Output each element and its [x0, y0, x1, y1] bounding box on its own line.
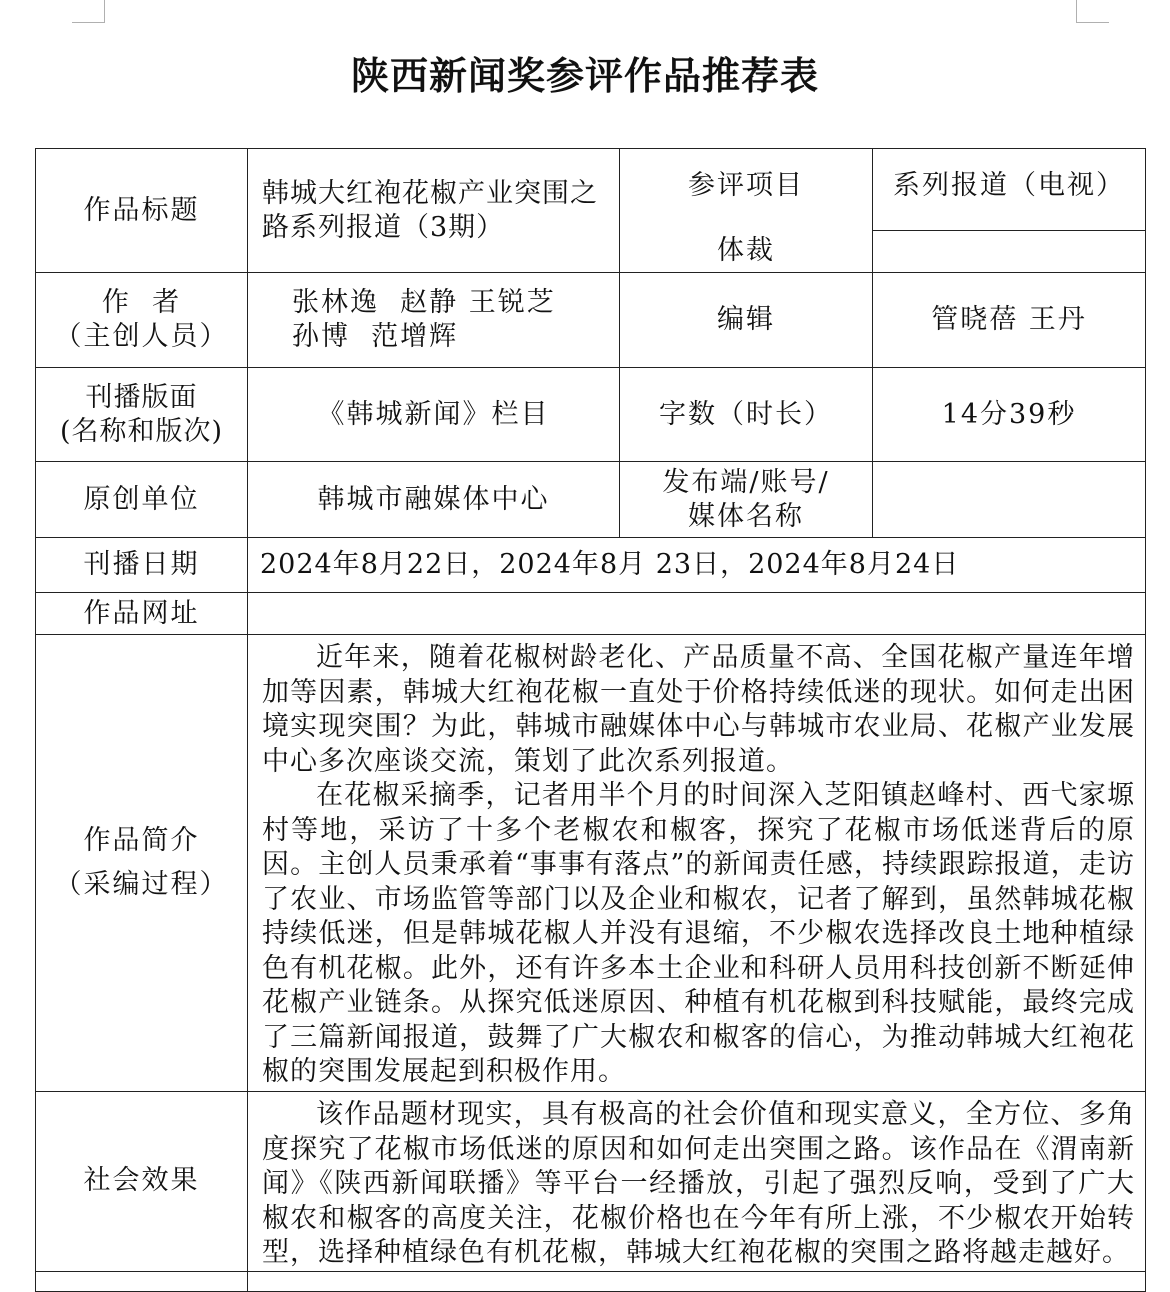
layout-sublabel: (名称和版次): [59, 415, 224, 447]
effect-text-cell: [248, 1092, 1146, 1272]
intro-label: 作品简介: [83, 825, 200, 856]
intro-text-cell: [248, 635, 1146, 1092]
publisher-label: 发布端/账号/: [662, 466, 830, 498]
date-label: 刊播日期: [83, 549, 200, 580]
intro-paragraph-1: 近年来，随着花椒树龄老化、产品质量不高、全国花椒产量连年增加等因素，韩城大红袍花椒一直处于价格持续低迷的现状。如何走出困境实现突围？为此，韩城市融媒体中心与韩城市农业局、花椒产业发展中心多次座谈交流，策划了此次系列报道。: [262, 642, 1135, 777]
url-label: 作品网址: [83, 597, 200, 629]
genre-label-cell: [620, 231, 873, 273]
author-line-1: 张林逸 赵静 王锐芝: [292, 287, 556, 318]
unit-label-cell: [36, 462, 248, 538]
category-value-cell: [873, 149, 1146, 231]
page-title: 陕西新闻奖参评作品推荐表: [350, 54, 819, 98]
url-label-cell: [36, 593, 248, 635]
intro-paragraph-2: 在花椒采摘季，记者用半个月的时间深入芝阳镇赵峰村、西弋家塬村等地，采访了十多个老椒农和椒客，探究了花椒市场低迷背后的原因。主创人员秉承着“事事有落点”的新闻责任感，持续跟踪报道，走访了农业、市场监管等部门以及企业和椒农，记者了解到，虽然韩城花椒持续低迷，但是韩城花椒人并没有退缩，不少椒农选择改良土地种植绿色有机花椒。此外，还有许多本土企业和科研人员用科技创新不断延伸花椒产业链条。从探究低迷原因、种植有机花椒到科技赋能，最终完成了三篇新闻报道，鼓舞了广大椒农和椒客的信心，为推动韩城大红袍花椒的突围发展起到积极作用。: [262, 780, 1135, 1087]
recommendation-form-table: [35, 148, 1146, 1292]
editor-value: 管晓蓓 王丹: [931, 304, 1087, 335]
publisher-label-cell: [620, 462, 873, 538]
title-value: 韩城大红袍花椒产业突围之路系列报道（3期）: [262, 177, 598, 243]
page-corner-mark-right: [1076, 0, 1109, 23]
page-corner-mark-left: [72, 0, 105, 23]
author-line-2: 孙博 范增辉: [292, 321, 459, 352]
title-label: 作品标题: [83, 194, 200, 226]
date-value: 2024年8月22日，2024年8月 23日，2024年8月24日: [260, 549, 960, 580]
genre-value-cell: [873, 231, 1146, 273]
layout-label: 刊播版面: [85, 381, 198, 413]
effect-label-cell: [36, 1092, 248, 1272]
next-row-value-cell: [248, 1271, 1146, 1291]
author-sublabel: （主创人员）: [54, 321, 229, 352]
duration-value-cell: [873, 368, 1146, 462]
publisher-value-cell: [873, 462, 1146, 538]
url-value-cell: [248, 593, 1146, 635]
title-label-cell: [36, 149, 248, 273]
date-value-cell: [248, 538, 1146, 593]
layout-label-cell: [36, 368, 248, 462]
date-label-cell: [36, 538, 248, 593]
intro-label-cell: [36, 635, 248, 1092]
editor-label: 编辑: [717, 304, 775, 335]
author-label-cell: [36, 273, 248, 368]
category-value: 系列报道（电视）: [893, 170, 1125, 201]
category-label: 参评项目: [688, 170, 804, 201]
unit-label: 原创单位: [83, 483, 200, 515]
intro-sublabel: （采编过程）: [54, 869, 229, 900]
title-value-cell: [248, 149, 620, 273]
genre-label: 体裁: [717, 235, 775, 267]
publisher-sublabel: 媒体名称: [688, 500, 804, 532]
effect-paragraph: 该作品题材现实，具有极高的社会价值和现实意义，全方位、多角度探究了花椒市场低迷的原因和如何走出突围之路。该作品在《渭南新闻》《陕西新闻联播》等平台一经播放，引起了强烈反响，受到了广大椒农和椒客的高度关注，花椒价格也在今年有所上涨，不少椒农开始转型，选择种植绿色有机花椒，韩城大红袍花椒的突围之路将越走越好。: [262, 1099, 1135, 1268]
duration-label: 字数（时长）: [659, 398, 833, 430]
editor-value-cell: [873, 273, 1146, 368]
category-label-cell: [620, 149, 873, 231]
effect-label: 社会效果: [83, 1165, 200, 1197]
unit-value: 韩城市融媒体中心: [317, 483, 550, 515]
duration-value: 14分39秒: [941, 398, 1077, 430]
author-label: 作 者: [101, 287, 182, 318]
layout-value-cell: [248, 368, 620, 462]
editor-label-cell: [620, 273, 873, 368]
duration-label-cell: [620, 368, 873, 462]
layout-value: 《韩城新闻》栏目: [317, 398, 550, 430]
next-row-label-cell: [36, 1271, 248, 1291]
unit-value-cell: [248, 462, 620, 538]
author-value-cell: [248, 273, 620, 368]
